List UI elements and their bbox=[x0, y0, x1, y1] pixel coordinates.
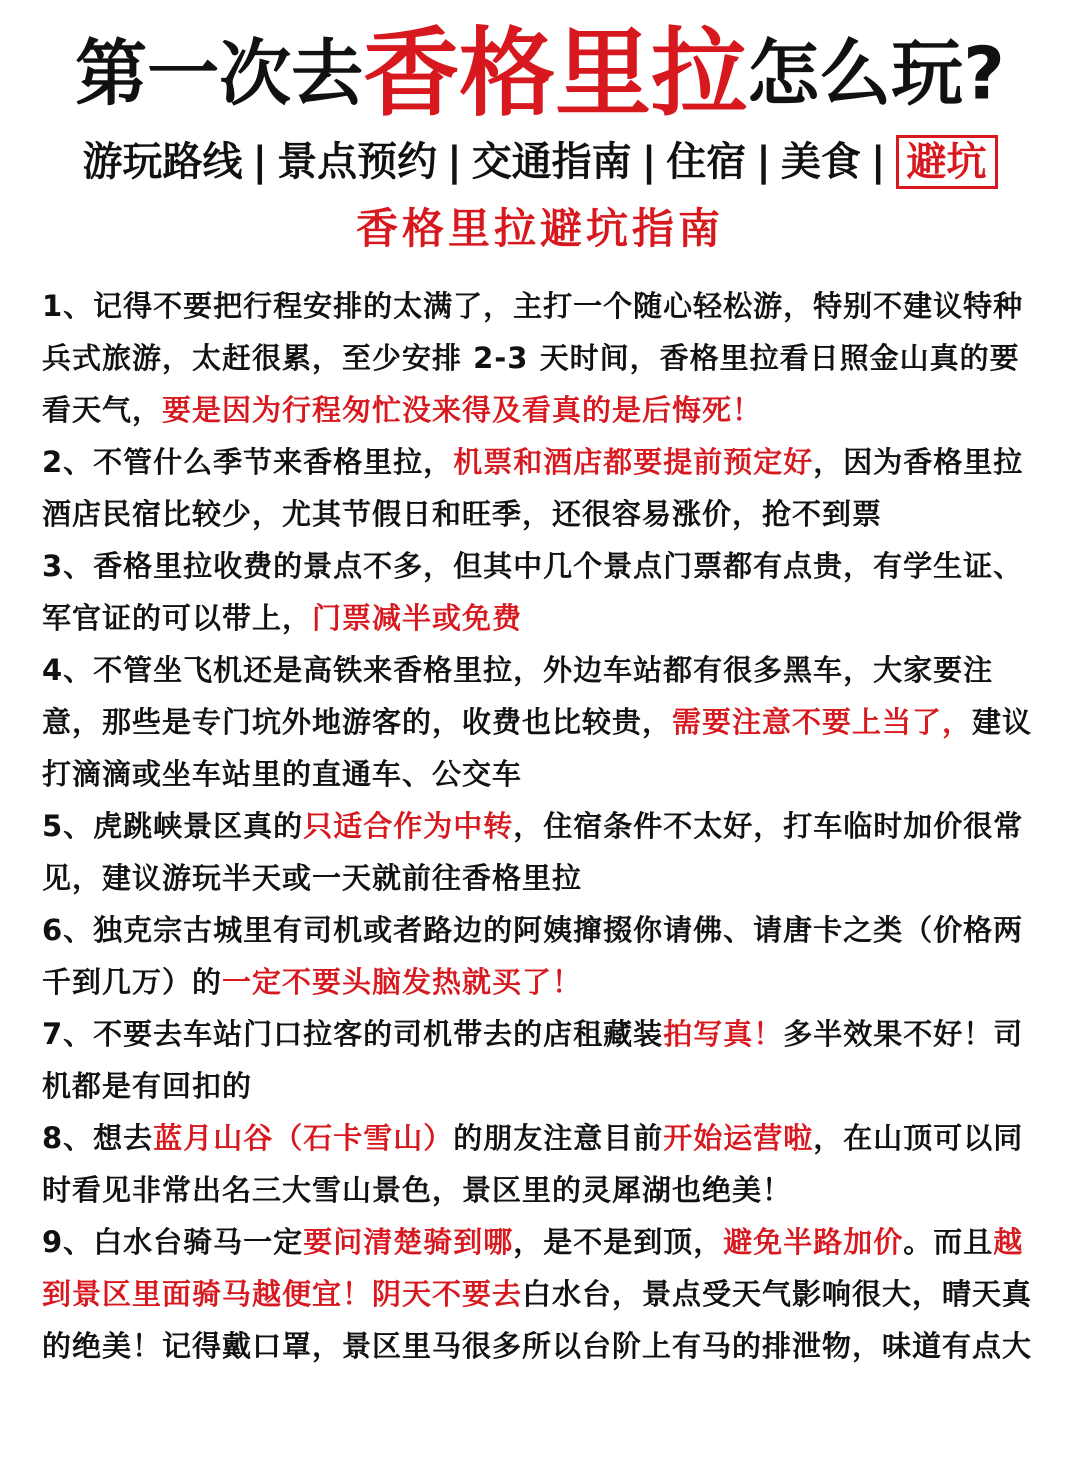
nav-separator: | bbox=[756, 139, 771, 185]
tip-text: 7、不要去车站门口拉客的司机带去的店租藏装 bbox=[42, 1017, 664, 1051]
tip-item bbox=[42, 800, 1040, 904]
tip-highlight: 门票减半或免费 bbox=[312, 601, 523, 635]
page-title bbox=[0, 18, 1080, 128]
tip-text: 8、想去 bbox=[42, 1121, 154, 1155]
tip-text: 白水台，景点受天气影响很大，晴天真的绝美！记得戴口罩，景区里马很多所以台阶上有马的排泄物，味道有点大 bbox=[42, 1277, 1033, 1363]
topic-nav bbox=[0, 130, 1080, 190]
tip-text: 的朋友注意目前 bbox=[453, 1121, 664, 1155]
tip-highlight: 要是因为行程匆忙没来得及看真的是后悔死！ bbox=[162, 393, 763, 427]
nav-separator: | bbox=[870, 139, 886, 185]
tip-highlight: 蓝月山谷（石卡雪山） bbox=[153, 1121, 454, 1155]
tip-highlight: 拍写真！ bbox=[663, 1017, 784, 1051]
section-subtitle: 香格里拉避坑指南 bbox=[355, 204, 724, 253]
title-suffix: 怎么玩? bbox=[747, 31, 1005, 116]
nav-item-lodging: 住宿 bbox=[666, 139, 747, 185]
tip-text: 3、香格里拉收费的景点不多，但其中几个景点门票都有点贵，有学生证、军官证的可以带上， bbox=[42, 549, 1024, 635]
tip-text: 1、记得不要把行程安排的太满了，主打一个随心轻松游，特别不建议特种兵式旅游，太赶很累，至少安排 2-3 天时间，香格里拉看日照金山真的要看天气， bbox=[42, 289, 1024, 427]
title-prefix: 第一次去 bbox=[75, 31, 364, 116]
tip-highlight: 避免半路加价 bbox=[723, 1225, 904, 1259]
title-highlight: 香格里拉 bbox=[363, 17, 748, 130]
tip-text: ，住宿条件不太好，打车临时加价很常见，建议游玩半天或一天就前往香格里拉 bbox=[42, 809, 1024, 895]
tip-item bbox=[42, 280, 1040, 436]
tip-item bbox=[42, 904, 1040, 1008]
tips-list bbox=[42, 280, 1040, 1372]
tip-item bbox=[42, 436, 1040, 540]
tip-item bbox=[42, 1112, 1040, 1216]
tip-text: 5、虎跳峡景区真的 bbox=[42, 809, 304, 843]
tip-highlight: 要问清楚骑到哪 bbox=[303, 1225, 514, 1259]
tip-item bbox=[42, 644, 1040, 800]
nav-item-route: 游玩路线 bbox=[82, 139, 243, 185]
tip-text: ，因为香格里拉酒店民宿比较少，尤其节假日和旺季，还很容易涨价，抢不到票 bbox=[42, 445, 1024, 531]
tip-highlight: 机票和酒店都要提前预定好 bbox=[453, 445, 814, 479]
tip-highlight: 需要注意不要上当了， bbox=[672, 705, 973, 739]
tip-item bbox=[42, 1216, 1040, 1372]
nav-item-transport: 交通指南 bbox=[471, 139, 632, 185]
nav-separator: | bbox=[641, 139, 657, 185]
tip-text: 。而且 bbox=[903, 1225, 994, 1259]
tip-item bbox=[42, 1008, 1040, 1112]
tip-highlight: 越到景区里面骑马越便宜！阴天不要去 bbox=[42, 1225, 1024, 1311]
tip-text: 9、白水台骑马一定 bbox=[42, 1225, 304, 1259]
tip-text: 6、独克宗古城里有司机或者路边的阿姨撺掇你请佛、请唐卡之类（价格两千到几万）的 bbox=[42, 913, 1024, 999]
tip-text: ，是不是到顶， bbox=[513, 1225, 724, 1259]
nav-item-pitfalls: 避坑 bbox=[896, 135, 998, 189]
nav-separator: | bbox=[252, 139, 268, 185]
nav-item-booking: 景点预约 bbox=[277, 139, 438, 185]
tip-text: 4、不管坐飞机还是高铁来香格里拉，外边车站都有很多黑车，大家要注意，那些是专门坑外地游客的，收费也比较贵， bbox=[42, 653, 994, 739]
tip-highlight: 一定不要头脑发热就买了！ bbox=[222, 965, 583, 999]
tip-highlight: 只适合作为中转 bbox=[303, 809, 514, 843]
tip-text: 2、不管什么季节来香格里拉， bbox=[42, 445, 454, 479]
tip-text: 多半效果不好！司机都是有回扣的 bbox=[42, 1017, 1024, 1103]
tip-highlight: 开始运营啦 bbox=[663, 1121, 814, 1155]
tip-item bbox=[42, 540, 1040, 644]
nav-separator: | bbox=[447, 139, 462, 185]
tip-text: 建议打滴滴或坐车站里的直通车、公交车 bbox=[42, 705, 1033, 791]
nav-item-food: 美食 bbox=[780, 139, 861, 185]
tip-text: ，在山顶可以同时看见非常出名三大雪山景色，景区里的灵犀湖也绝美！ bbox=[42, 1121, 1024, 1207]
